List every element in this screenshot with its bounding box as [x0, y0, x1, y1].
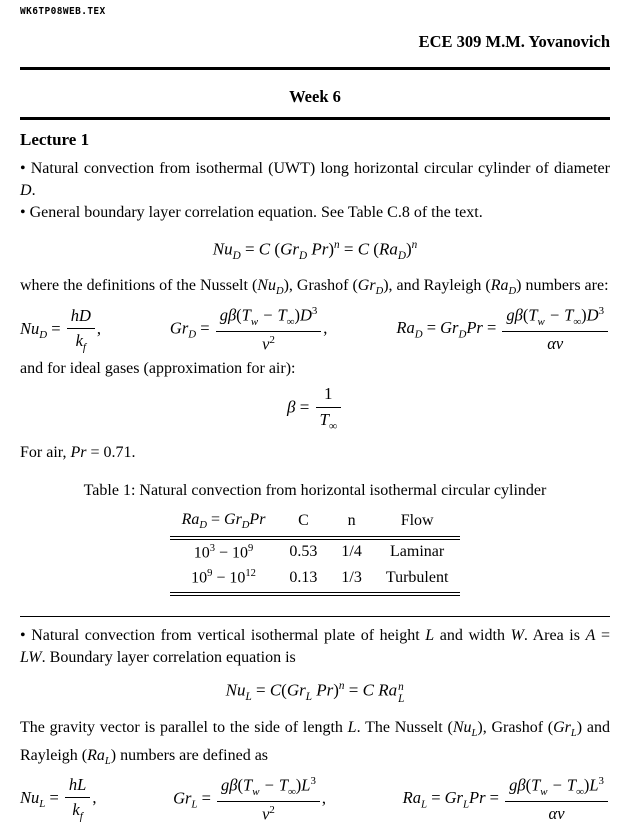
table-cell-n-turbulent: 1/3	[329, 565, 373, 594]
table-cell-range-laminar: $10^3 - 10^9$	[193, 542, 254, 562]
equation-grashof-l: $Gr_L$ = $\frac{g\beta(T_w - T_\infty)L^3}{\nu^2}$ ,	[173, 774, 327, 824]
section-divider	[20, 616, 610, 617]
table-cell-c-turbulent: 0.13	[277, 565, 329, 594]
equation-rayleigh-d: $Ra_D = Gr_DPr$ = $\frac{g\beta(T_w - T_\infty)D^3}{\alpha\nu}$	[396, 305, 610, 354]
equation-rayleigh-l: $Ra_L = Gr_LPr$ = $\frac{g\beta(T_w - T_\infty)L^3}{\alpha\nu}$	[403, 775, 610, 824]
definitions-intro: where the definitions of the Nusselt $(Nu_D)$, Grashof $(Gr_D)$, and Rayleigh $(Ra_D)$ numbers are:	[20, 277, 609, 298]
equation-row-cylinder-definitions	[20, 305, 610, 354]
equation-cylinder-correlation: $Nu_D = C$ ($Gr_D$ Pr)$^n$ = C $(Ra_D)^n$	[212, 239, 418, 263]
table-header-flow: Flow	[374, 510, 461, 538]
table-caption: Table 1: Natural convection from horizontal isothermal circular cylinder	[83, 481, 547, 499]
table-cell-range-turbulent: $10^9 - 10^{12}$	[170, 565, 278, 594]
table-cell-c-laminar: 0.53	[289, 543, 318, 561]
table-header-rayleigh-range: $Ra_D = Gr_DPr$	[170, 510, 278, 538]
lecture-title: Lecture 1	[20, 130, 90, 149]
bullet-correlation-equation: • General boundary layer correlation equation. See Table C.8 of the text.	[20, 204, 483, 221]
equation-nusselt-d: $Nu_D$ = $\frac{hD}{k_f}$ ,	[20, 305, 101, 353]
table-header-row	[170, 510, 461, 538]
prandtl-note: For air, Pr = 0.71.	[20, 443, 136, 461]
correlation-table	[170, 510, 461, 597]
table-cell-n-laminar: 1/4	[341, 543, 362, 561]
table-header-n: n	[329, 510, 373, 538]
equation-beta: β = $\frac{1}{T_\infty}$	[20, 384, 610, 433]
filename-label: WK6TP08WEB.TEX	[20, 6, 106, 17]
table-header-c: C	[277, 510, 329, 538]
table-row-turbulent	[170, 565, 461, 594]
equation-plate-correlation: $Nu_L = C(Gr_L$ Pr)$^n$ = C Ra n L	[225, 680, 405, 706]
header-rule-bottom	[20, 117, 610, 120]
bullet-isothermal-cylinder: • Natural convection from isothermal (UWT) long horizontal circular cylinder of diameter D.	[20, 160, 610, 199]
table-cell-flow-laminar: Laminar	[390, 543, 445, 561]
header-rule-top	[20, 67, 610, 70]
equation-row-plate-definitions	[20, 775, 610, 824]
gravity-note: The gravity vector is parallel to the side of length L. The Nusselt $(Nu_L)$, Grashof $(Gr_L)$ and Rayleigh $(Ra_L)$ numbers are defined as	[20, 718, 610, 767]
table-cell-flow-turbulent: Turbulent	[374, 565, 461, 594]
week-title: Week 6	[289, 87, 341, 106]
course-header: ECE 309 M.M. Yovanovich	[418, 32, 610, 51]
ideal-gas-note: and for ideal gases (approximation for air):	[20, 360, 296, 378]
equation-nusselt-l: $Nu_L$ = $\frac{hL}{k_f}$ ,	[20, 775, 97, 823]
table-row-laminar	[170, 538, 461, 565]
equation-grashof-d: $Gr_D$ = $\frac{g\beta(T_w - T_\infty)D^3}{\nu^2}$ ,	[169, 305, 328, 354]
bullet-vertical-plate: • Natural convection from vertical isothermal plate of height L and width W. Area is A = LW. Boundary layer correlation equation is	[20, 627, 611, 667]
